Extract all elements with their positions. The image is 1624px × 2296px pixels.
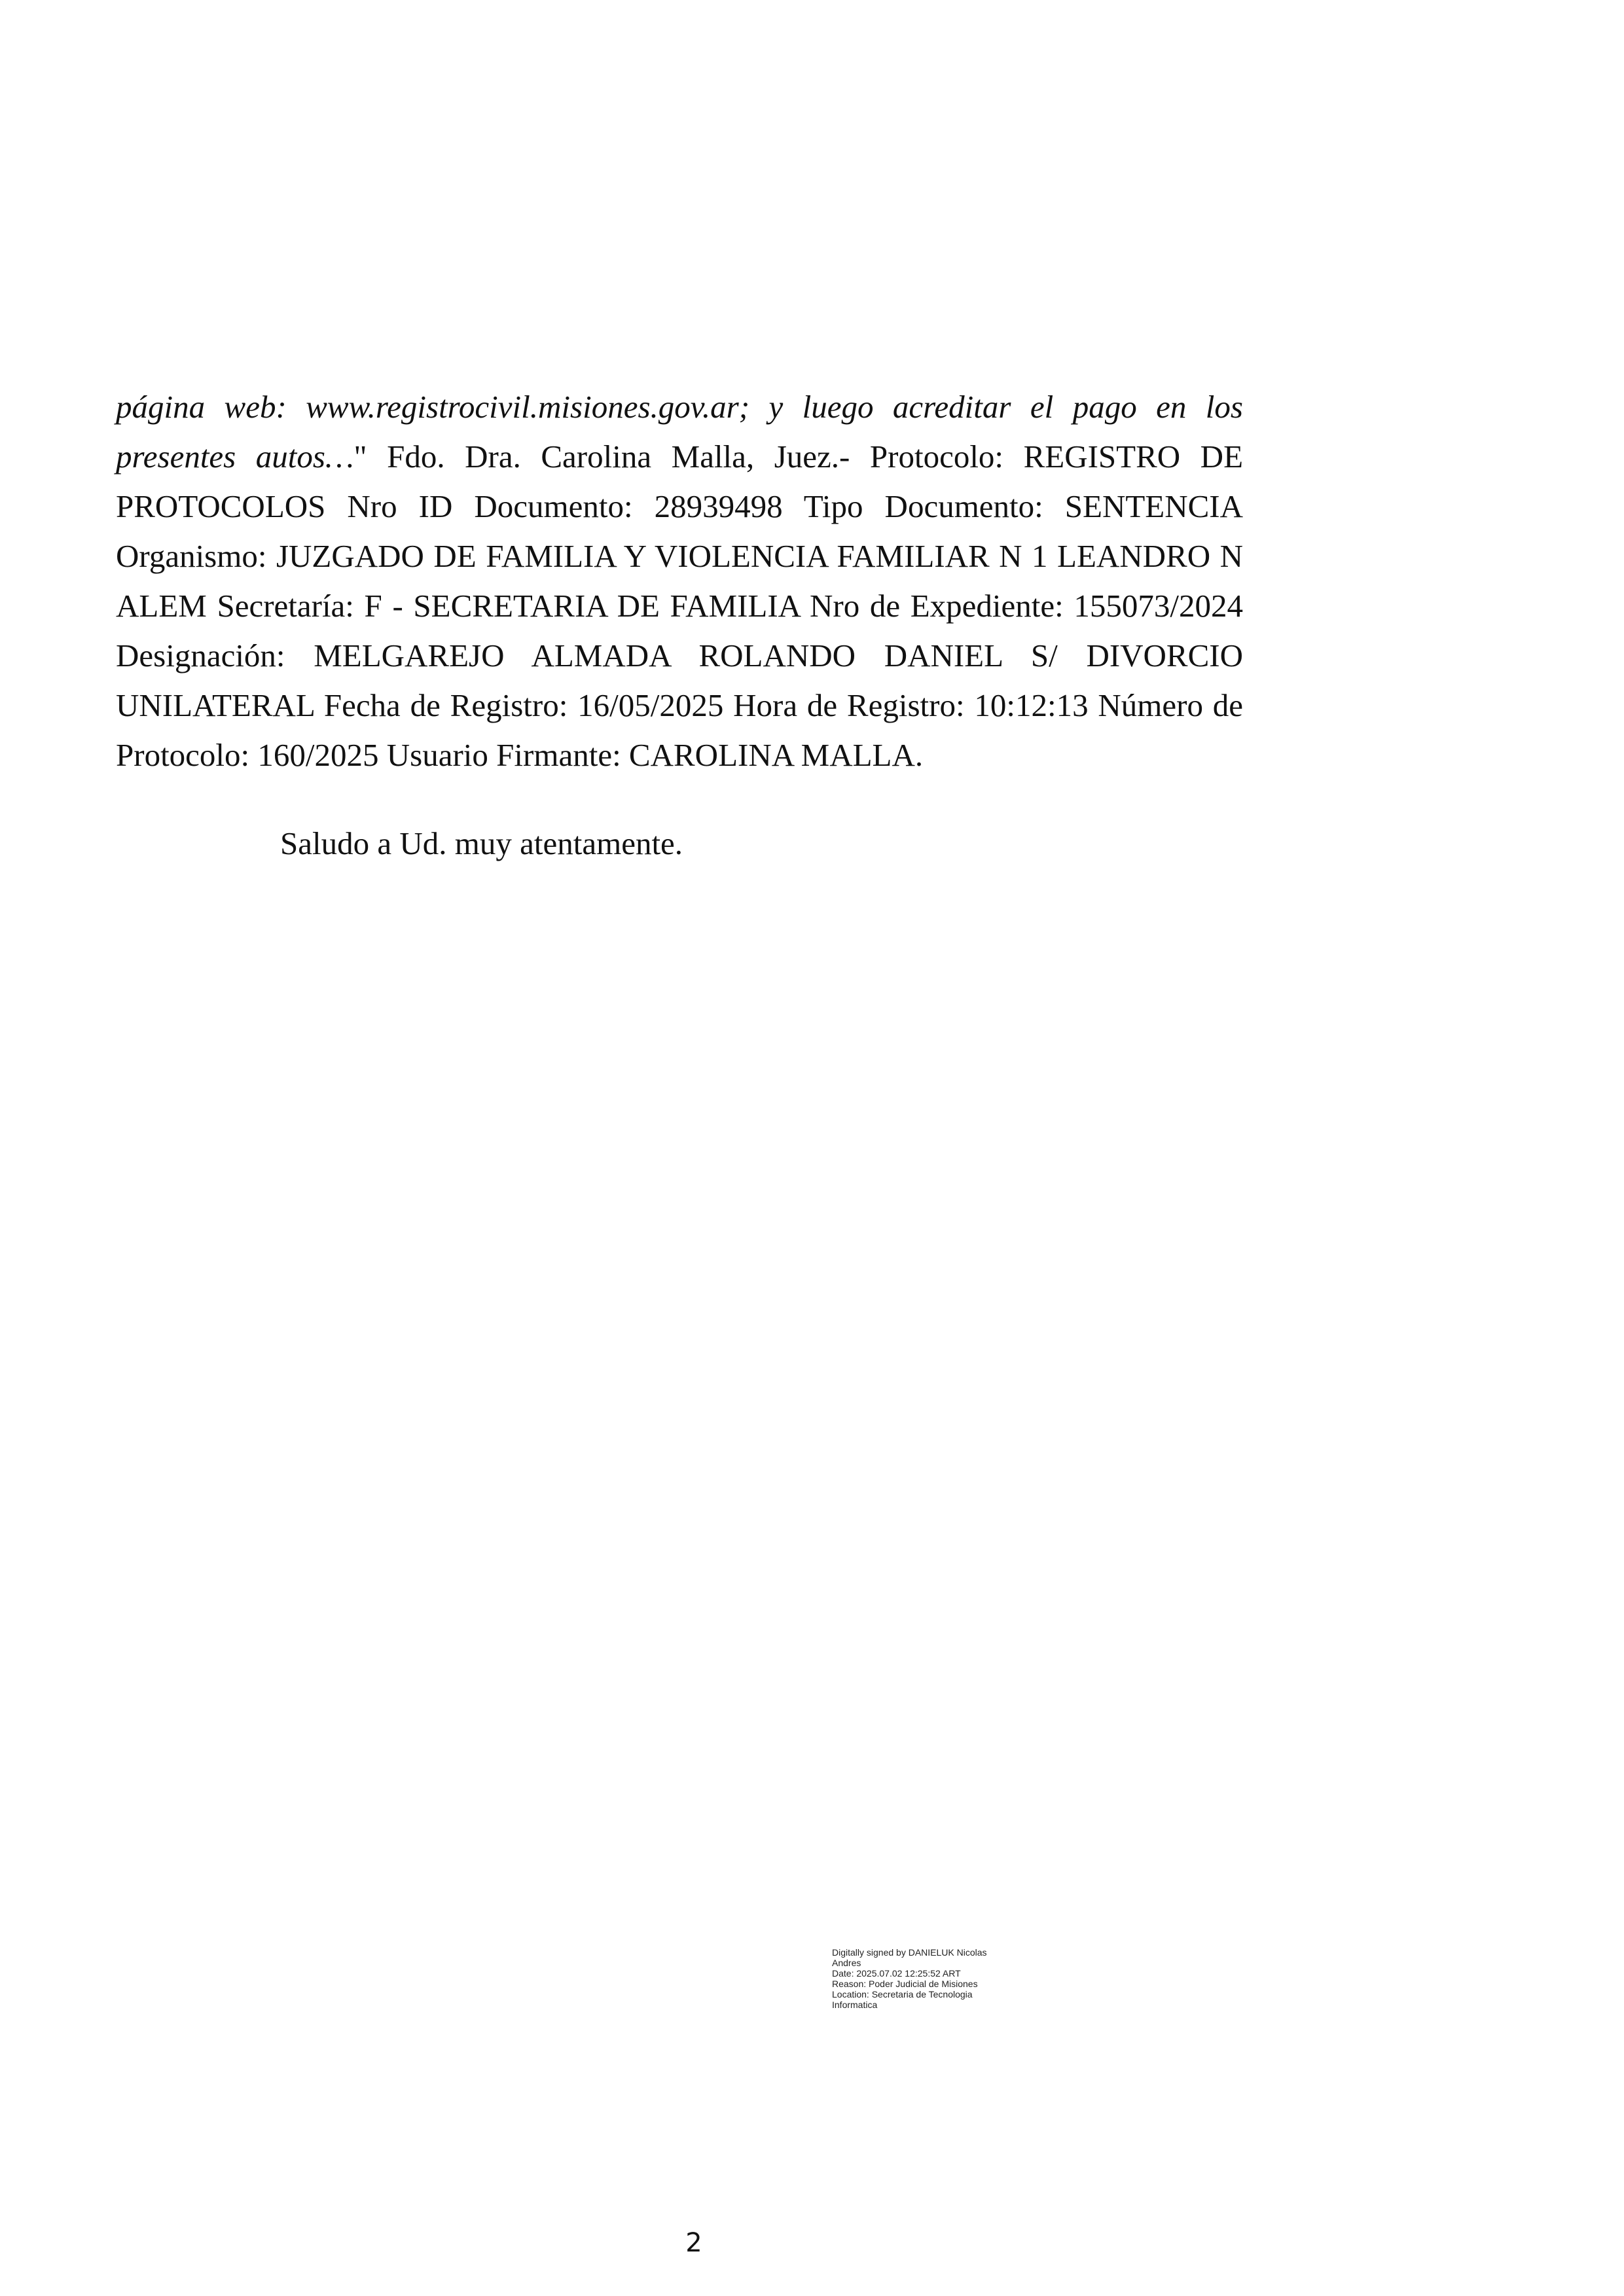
signature-line: Andres: [832, 1958, 861, 1968]
signature-line: Location: Secretaria de Tecnologia: [832, 1989, 973, 2000]
protocol-details-text: " Fdo. Dra. Carolina Malla, Juez.- Protocolo: REGISTRO DE PROTOCOLOS Nro ID Documento: 28939498 Tipo Documento: SENTENCIA Organismo: JUZGADO DE FAMILIA Y VIOLENCIA FAMILIAR N 1 LEANDRO N ALEM Secretaría: F - SECRETARIA DE FAMILIA Nro de Expediente: 155073/2024 Designación: MELGAREJO ALMADA ROLANDO DANIEL S/ DIVORCIO UNILATERAL Fecha de Registro: 16/05/2025 Hora de Registro: 10:12:13 Número de Protocolo: 160/2025 Usuario Firmante: CAROLINA MALLA.: [116, 439, 1244, 773]
digital-signature-block: [832, 1947, 1035, 2010]
closing-salutation: Saludo a Ud. muy atentamente.: [280, 825, 683, 861]
main-paragraph: [116, 382, 1243, 780]
signature-line: Date: 2025.07.02 12:25:52 ART: [832, 1968, 961, 1979]
page-number: 2: [685, 2228, 702, 2258]
italic-quote-text: página web: www.registrocivil.misiones.gov.ar; y luego acreditar el pago en los presentes autos…: [116, 389, 1243, 475]
signature-line: Informatica: [832, 2000, 878, 2010]
signature-line: Digitally signed by DANIELUK Nicolas: [832, 1947, 987, 1958]
signature-line: Reason: Poder Judicial de Misiones: [832, 1979, 978, 1989]
